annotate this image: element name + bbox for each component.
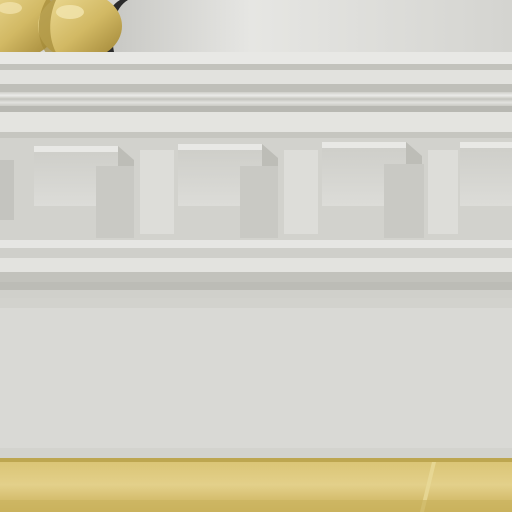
plain-frieze bbox=[0, 298, 512, 460]
gilded-ornaments bbox=[0, 0, 122, 60]
dentil-block bbox=[460, 142, 512, 206]
column-shaft bbox=[103, 0, 512, 52]
dentil-gap bbox=[140, 150, 174, 234]
upper-moulding bbox=[0, 52, 512, 138]
gilded-band bbox=[0, 458, 512, 512]
lower-moulding bbox=[0, 240, 512, 298]
dentil-gap bbox=[284, 150, 318, 234]
dentil-gap bbox=[428, 150, 458, 234]
dentil-row bbox=[0, 138, 512, 242]
dentil-block-partial bbox=[0, 160, 14, 220]
